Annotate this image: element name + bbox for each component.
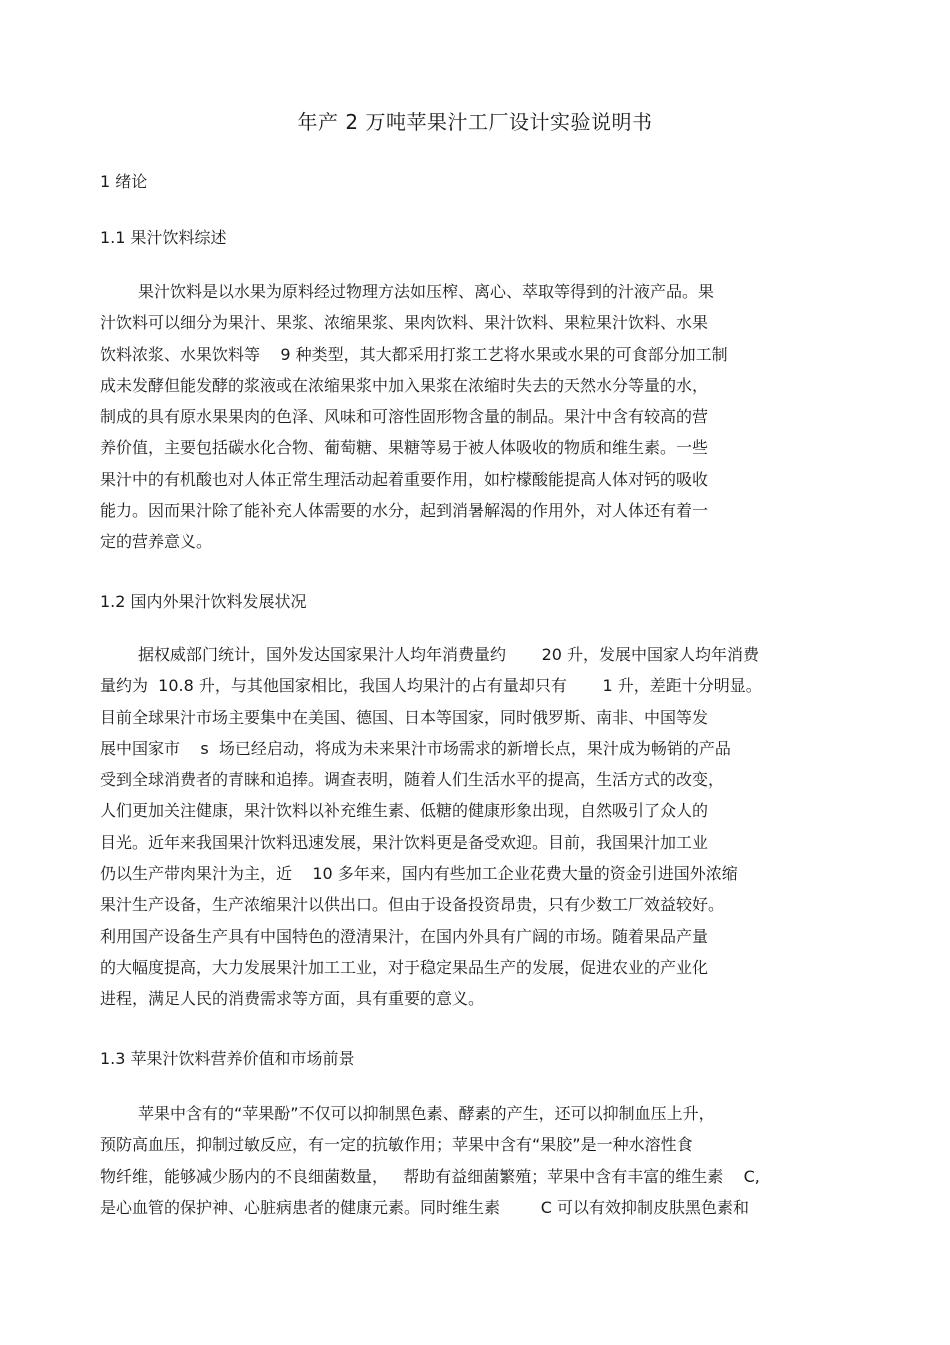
text-line: 成未发酵但能发酵的浆液或在浓缩果浆中加入果浆在浓缩时失去的天然水分等量的水， xyxy=(100,375,709,395)
text-line: 的大幅度提高，大力发展果汁加工工业，对于稳定果品生产的发展，促进农业的产业化 xyxy=(100,957,709,977)
text-line: 展中国家市 s 场已经启动，将成为未来果汁市场需求的新增长点，果汁成为畅销的产品 xyxy=(100,738,731,758)
section-heading-1-2: 1.2 国内外果汁饮料发展状况 xyxy=(100,592,307,611)
text-line: 预防高血压，抑制过敏反应，有一定的抗敏作用；苹果中含有“果胶”是一种水溶性食 xyxy=(100,1135,693,1155)
text-line: 果汁生产设备，生产浓缩果汁以供出口。但由于设备投资昂贵，只有少数工厂效益较好。 xyxy=(100,895,725,915)
text-line: 利用国产设备生产具有中国特色的澄清果汁，在国内外具有广阔的市场。随着果品产量 xyxy=(100,926,709,946)
document-title: 年产 2 万吨苹果汁工厂设计实验说明书 xyxy=(297,110,653,134)
text-line: 目前全球果汁市场主要集中在美国、德国、日本等国家，同时俄罗斯、南非、中国等发 xyxy=(100,707,709,727)
text-line: 受到全球消费者的青睐和追捧。调查表明，随着人们生活水平的提高，生活方式的改变， xyxy=(100,770,725,790)
text-line: 果汁中的有机酸也对人体正常生理活动起着重要作用，如柠檬酸能提高人体对钙的吸收 xyxy=(100,469,709,489)
section-heading-1-1: 1.1 果汁饮料综述 xyxy=(100,228,227,247)
chapter-heading: 1 绪论 xyxy=(100,172,148,191)
text-line: 果汁饮料是以水果为原料经过物理方法如压榨、离心、萃取等得到的汁液产品。果 xyxy=(138,282,715,301)
text-line: 物纤维，能够减少肠内的不良细菌数量， 帮助有益细菌繁殖；苹果中含有丰富的维生素 C, xyxy=(100,1166,760,1186)
text-line: 制成的具有原水果果肉的色泽、风味和可溶性固形物含量的制品。果汁中含有较高的营 xyxy=(100,407,709,427)
text-line: 苹果中含有的“苹果酚”不仅可以抑制黑色素、酵素的产生，还可以抑制血压上升， xyxy=(138,1104,715,1123)
text-line: 汁饮料可以细分为果汁、果浆、浓缩果浆、果肉饮料、果汁饮料、果粒果汁饮料、水果 xyxy=(100,313,709,333)
text-line: 饮料浓浆、水果饮料等 9 种类型，其大都采用打浆工艺将水果或水果的可食部分加工制 xyxy=(100,344,728,364)
text-line: 目光。近年来我国果汁饮料迅速发展，果汁饮料更是备受欢迎。目前，我国果汁加工业 xyxy=(100,832,709,852)
text-line: 据权威部门统计，国外发达国家果汁人均年消费量约 20 升，发展中国家人均年消费 xyxy=(138,645,760,664)
paragraph-1-3 xyxy=(100,1098,830,1223)
text-line: 进程，满足人民的消费需求等方面，具有重要的意义。 xyxy=(100,989,485,1009)
text-line: 人们更加关注健康，果汁饮料以补充维生素、低糖的健康形象出现，自然吸引了众人的 xyxy=(100,801,709,821)
text-line: 仍以生产带肉果汁为主，近 10 多年来，国内有些加工企业花费大量的资金引进国外浓缩 xyxy=(100,864,738,884)
text-line: 量约为 10.8 升，与其他国家相比，我国人均果汁的占有量却只有 1 升，差距十分明显。 xyxy=(100,676,762,696)
text-line: 是心血管的保护神、心脏病患者的健康元素。同时维生素 C 可以有效抑制皮肤黑色素和 xyxy=(100,1197,749,1217)
paragraph-1-1 xyxy=(100,276,830,558)
text-line: 养价值，主要包括碳水化合物、葡萄糖、果糖等易于被人体吸收的物质和维生素。一些 xyxy=(100,438,709,458)
section-heading-1-3: 1.3 苹果汁饮料营养价值和市场前景 xyxy=(100,1049,355,1068)
paragraph-1-2 xyxy=(100,639,830,1015)
text-line: 能力。因而果汁除了能补充人体需要的水分，起到消暑解渴的作用外，对人体还有着一 xyxy=(100,501,709,521)
text-line: 定的营养意义。 xyxy=(100,532,213,552)
